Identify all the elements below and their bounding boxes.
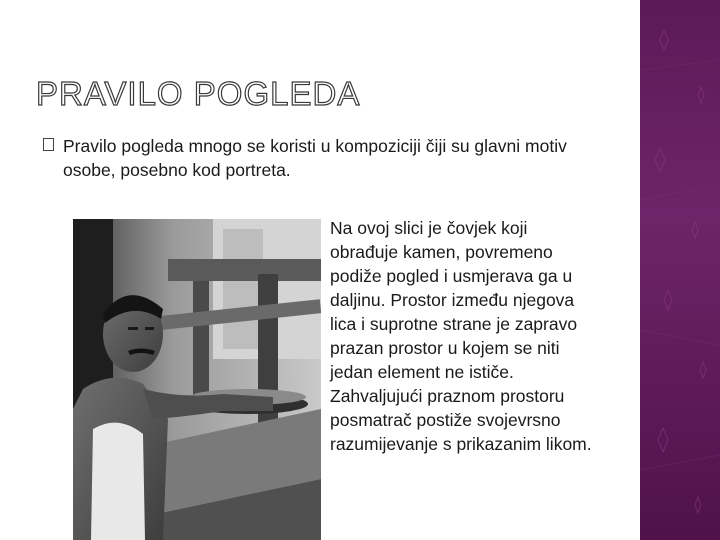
photo-description: Na ovoj slici je čovjek koji obrađuje kamen, povremeno podiže pogled i usmjerava ga u daljinu. Prostor između njegova lica i suprotne strane je zapravo prazan prostor u kojem se niti jedan element ne ističe. Zahvaljujući praznom prostoru posmatrač postiže svojevrsno razumijevanje s prikazanim likom. bbox=[330, 218, 592, 454]
decorative-side-panel bbox=[640, 0, 720, 540]
bullet-text: Pravilo pogleda mnogo se koristi u kompoziciji čiji su glavni motiv osobe, posebno kod portreta. bbox=[63, 136, 567, 180]
sparkle-pattern-icon bbox=[640, 0, 720, 540]
portrait-photo-image bbox=[73, 219, 321, 540]
bullet-square-icon bbox=[43, 138, 54, 151]
slide-title bbox=[36, 74, 396, 110]
slide-title-text: PRAVILO POGLEDA bbox=[36, 75, 361, 110]
portrait-photo bbox=[73, 219, 321, 540]
